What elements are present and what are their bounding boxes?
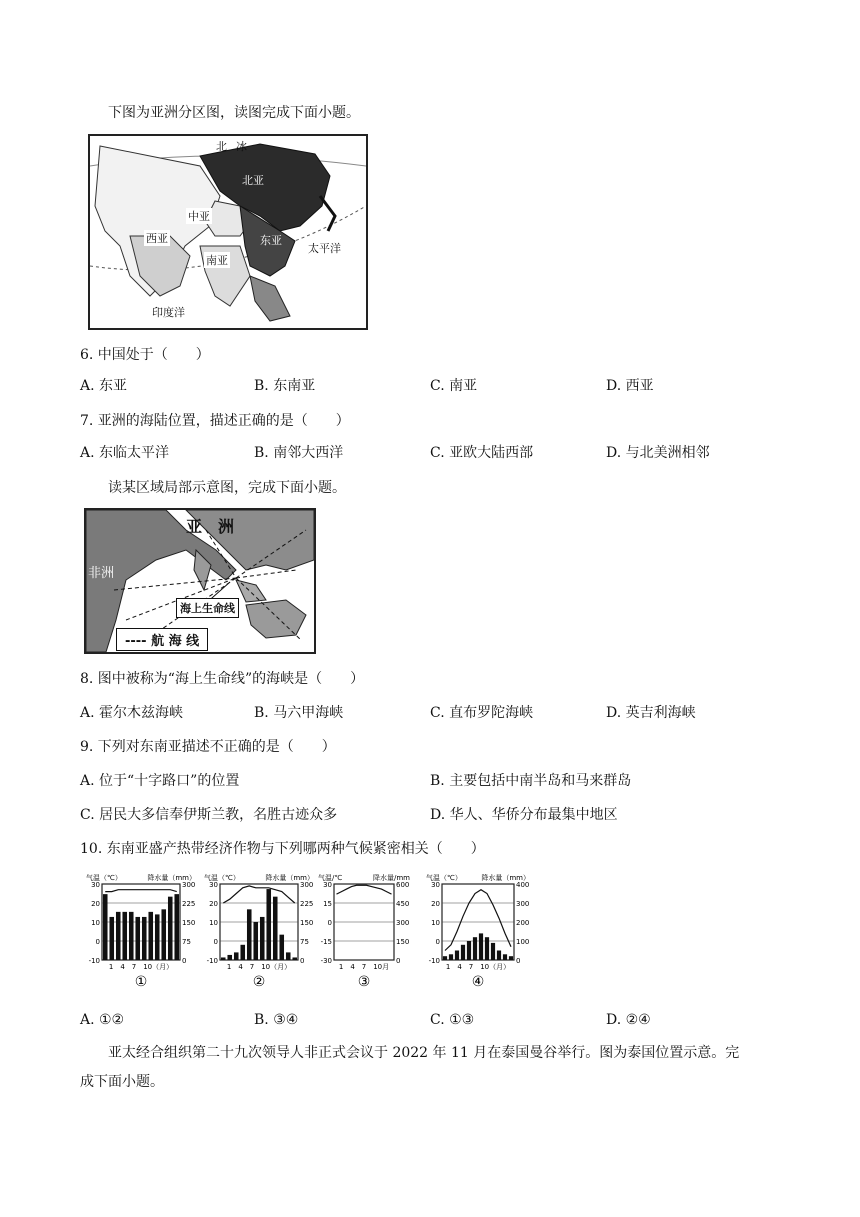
precip-tick-label: 0 (300, 957, 305, 965)
precip-bar (292, 957, 297, 960)
precip-bar (221, 957, 226, 960)
q9-option-d[interactable]: D. 华人、华侨分布最集中地区 (430, 807, 618, 823)
precip-bar (135, 917, 140, 960)
precip-tick-label: 0 (396, 957, 401, 965)
precip-bar (247, 909, 252, 960)
route-legend-text: 航 海 线 (151, 634, 200, 649)
precip-bar (443, 956, 447, 960)
q10-stem: 10. 东南亚盛产热带经济作物与下列哪两种气候紧密相关（ ） (80, 841, 485, 857)
precip-bar (227, 955, 232, 960)
q8-option-b[interactable]: B. 马六甲海峡 (254, 705, 344, 721)
temp-tick-label: 10 (91, 919, 100, 927)
precip-tick-label: 150 (300, 919, 314, 927)
intro-text-3: 亚太经合组织第二十九次领导人非正式会议于 2022 年 11 月在泰国曼谷举行。图为泰国位置示意。完 (108, 1045, 740, 1061)
precip-bar (266, 889, 271, 960)
precip-bar (109, 917, 114, 960)
temp-tick-label: 20 (91, 900, 100, 908)
precip-bar (174, 894, 179, 960)
month-labels: 1 4 7 10（月） (226, 963, 292, 971)
temp-tick-label: 10 (209, 919, 218, 927)
chart-caption: ① (134, 974, 148, 990)
climate-chart-svg (86, 872, 198, 990)
temp-tick-label: -30 (320, 957, 332, 965)
precip-axis-title: 降水量（mm） (481, 874, 530, 882)
precip-bar (240, 945, 245, 960)
precip-bar (509, 956, 513, 960)
label-ice: 冰 (236, 140, 247, 153)
precip-tick-label: 300 (182, 881, 196, 889)
temp-tick-label: -15 (320, 938, 332, 946)
climate-chart-svg (426, 872, 532, 990)
precip-bar (168, 897, 173, 960)
q10-option-b[interactable]: B. ③④ (254, 1012, 299, 1028)
label-africa: 非洲 (88, 566, 115, 581)
temp-tick-label: 20 (209, 900, 218, 908)
label-north-asia: 北亚 (242, 174, 264, 187)
precip-bar (479, 933, 483, 960)
asia-map-drawing (90, 136, 366, 328)
precip-bar (449, 954, 453, 960)
intro-text-3-cont: 成下面小题。 (80, 1074, 164, 1090)
temp-tick-label: -10 (88, 957, 100, 965)
chart-caption: ③ (357, 974, 371, 990)
climate-chart-4 (426, 872, 532, 990)
temp-line (337, 885, 392, 894)
precip-tick-label: 150 (396, 938, 410, 946)
precip-tick-label: 150 (182, 919, 196, 927)
asia-region-map (88, 134, 368, 330)
precip-bar (148, 912, 153, 960)
precip-axis-title: 降水量（mm） (265, 874, 314, 882)
precip-bar (455, 951, 459, 961)
q6-option-a[interactable]: A. 东亚 (80, 378, 128, 394)
precip-axis-title: 降水量/mm (373, 874, 410, 882)
precip-bar (503, 954, 507, 960)
temp-tick-label: 30 (323, 881, 332, 889)
temp-tick-label: 10 (431, 919, 440, 927)
temp-tick-label: 30 (91, 881, 100, 889)
shipping-route-map (84, 508, 316, 654)
label-east-asia: 东亚 (260, 234, 282, 247)
precip-tick-label: 450 (396, 900, 410, 908)
temp-tick-label: 20 (431, 900, 440, 908)
q10-option-c[interactable]: C. ①③ (430, 1012, 475, 1028)
q6-option-b[interactable]: B. 东南亚 (254, 378, 316, 394)
label-indian-ocean: 印度洋 (152, 306, 185, 319)
q6-option-c[interactable]: C. 南亚 (430, 378, 478, 394)
climate-chart-1 (86, 872, 198, 990)
q10-option-a[interactable]: A. ①② (80, 1012, 125, 1028)
month-labels: 1 4 7 10（月） (108, 963, 174, 971)
chart-caption: ④ (471, 974, 485, 990)
temp-axis-title: 气温（℃） (86, 874, 122, 882)
precip-tick-label: 300 (396, 919, 410, 927)
q8-option-c[interactable]: C. 直布罗陀海峡 (430, 705, 534, 721)
precip-bar (103, 894, 108, 960)
label-asia: 亚 洲 (186, 517, 235, 536)
precip-bar (161, 909, 166, 960)
temp-axis-title: 气温（℃） (204, 874, 240, 882)
q9-option-b[interactable]: B. 主要包括中南半岛和马来群岛 (430, 773, 632, 789)
precip-bar (461, 945, 465, 960)
q9-option-c[interactable]: C. 居民大多信奉伊斯兰教，名胜古迹众多 (80, 807, 338, 823)
precip-tick-label: 0 (182, 957, 187, 965)
precip-bar (129, 912, 134, 960)
label-lifeline: 海上生命线 (176, 598, 239, 618)
precip-bar (142, 917, 147, 960)
route-legend: ---- 航 海 线 (116, 628, 208, 651)
precip-tick-label: 400 (516, 881, 530, 889)
precip-bar (473, 937, 477, 960)
chart-caption: ② (252, 974, 266, 990)
precip-tick-label: 300 (516, 900, 530, 908)
label-pacific: 太平洋 (308, 242, 341, 255)
precip-tick-label: 300 (300, 881, 314, 889)
q7-option-c[interactable]: C. 亚欧大陆西部 (430, 445, 534, 461)
temp-tick-label: -10 (206, 957, 218, 965)
precip-bar (116, 912, 121, 960)
precip-bar (155, 914, 160, 960)
precip-bar (467, 941, 471, 960)
precip-bar (279, 935, 284, 960)
temp-tick-label: 0 (327, 919, 332, 927)
precip-bar (497, 951, 501, 961)
precip-tick-label: 225 (300, 900, 314, 908)
q9-stem: 9. 下列对东南亚描述不正确的是（ ） (80, 739, 336, 755)
label-central-asia: 中亚 (188, 210, 210, 223)
precip-tick-label: 0 (516, 957, 521, 965)
temp-tick-label: -10 (428, 957, 440, 965)
precip-tick-label: 225 (182, 900, 196, 908)
q8-stem: 8. 图中被称为“海上生命线”的海峡是（ ） (80, 671, 365, 687)
precip-tick-label: 100 (516, 938, 530, 946)
label-arctic: 北 (216, 140, 227, 153)
precip-bar (286, 952, 291, 960)
precip-bar (485, 937, 489, 960)
label-west-asia: 西亚 (146, 232, 168, 245)
precip-tick-label: 600 (396, 881, 410, 889)
temp-line (105, 890, 177, 892)
precip-bar (122, 912, 127, 960)
q9-option-a[interactable]: A. 位于“十字路口”的位置 (80, 773, 240, 789)
month-labels: 1 4 7 10（月） (445, 963, 511, 971)
precip-bar (234, 952, 239, 960)
temp-line (223, 886, 295, 903)
temp-axis-title: 气温/℃ (318, 874, 343, 882)
climate-chart-3 (318, 872, 412, 990)
q6-stem: 6. 中国处于（ ） (80, 347, 210, 363)
temp-tick-label: 0 (213, 938, 218, 946)
climate-chart-2 (204, 872, 316, 990)
climate-chart-svg (204, 872, 316, 990)
temp-tick-label: 0 (95, 938, 100, 946)
precip-bar (253, 922, 258, 960)
temp-tick-label: 30 (431, 881, 440, 889)
precip-tick-label: 75 (300, 938, 309, 946)
intro-text-2: 读某区域局部示意图，完成下面小题。 (108, 480, 346, 496)
label-south-asia: 南亚 (206, 254, 228, 267)
temp-line (445, 890, 511, 951)
q8-option-a[interactable]: A. 霍尔木兹海峡 (80, 705, 184, 721)
q7-option-d[interactable]: D. 与北美洲相邻 (606, 445, 710, 461)
temp-tick-label: 15 (323, 900, 332, 908)
q6-option-d[interactable]: D. 西亚 (606, 378, 654, 394)
q8-option-d[interactable]: D. 英吉利海峡 (606, 705, 696, 721)
temp-tick-label: 30 (209, 881, 218, 889)
intro-text: 下图为亚洲分区图，读图完成下面小题。 (108, 105, 360, 121)
precip-tick-label: 200 (516, 919, 530, 927)
q10-option-d[interactable]: D. ②④ (606, 1012, 651, 1028)
precip-bar (273, 897, 278, 960)
month-labels: 1 4 7 10月 (338, 963, 390, 971)
climate-chart-svg (318, 872, 412, 990)
precip-bar (491, 943, 495, 960)
precip-tick-label: 75 (182, 938, 191, 946)
precip-bar (260, 917, 265, 960)
q7-stem: 7. 亚洲的海陆位置，描述正确的是（ ） (80, 413, 350, 429)
precip-axis-title: 降水量（mm） (147, 874, 196, 882)
q7-option-b[interactable]: B. 南邻大西洋 (254, 445, 344, 461)
temp-tick-label: 0 (435, 938, 440, 946)
temp-axis-title: 气温（℃） (426, 874, 462, 882)
q7-option-a[interactable]: A. 东临太平洋 (80, 445, 170, 461)
